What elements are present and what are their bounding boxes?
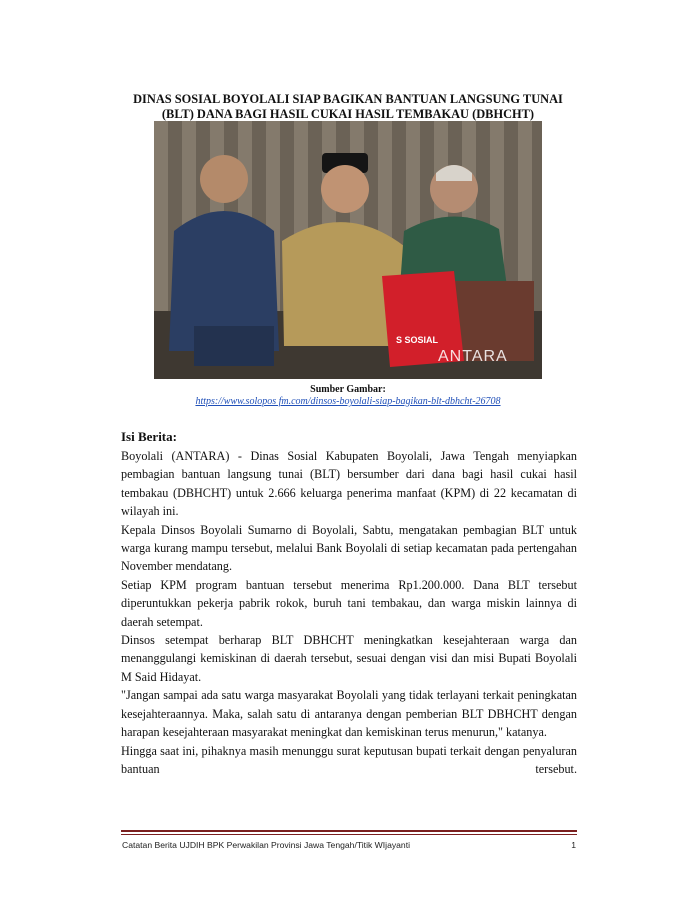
title-line-1: DINAS SOSIAL BOYOLALI SIAP BAGIKAN BANTUAN LANGSUNG TUNAI xyxy=(133,92,563,106)
footer-rule xyxy=(121,830,577,832)
paragraph: Hingga saat ini, pihaknya masih menunggu surat keputusan bupati terkait dengan penyaluran bantuan tersebut. xyxy=(121,743,577,776)
title-line-2: (BLT) DANA BAGI HASIL CUKAI HASIL TEMBAKAU (DBHCHT) xyxy=(161,107,535,121)
paragraph: Dinsos setempat berharap BLT DBHCHT meningkatkan kesejahteraan warga dan menanggulangi kemiskinan di daerah tersebut, sesuai dengan visi dan misi Bupati Boyolali M Said Hidayat. xyxy=(121,633,577,684)
article-body xyxy=(121,447,577,778)
paragraph: Boyolali (ANTARA) - Dinas Sosial Kabupaten Boyolali, Jawa Tengah menyiapkan pembagian bantuan langsung tunai (BLT) bersumber dari dana bagi hasil cukai hasil tembakau (DBHCHT) untuk 2.666 keluarga penerima manfaat (KPM) di 22 kecamatan di wilayah ini. xyxy=(121,449,577,519)
bag-label: S SOSIAL xyxy=(396,335,439,345)
footer-text: Catatan Berita UJDIH BPK Perwakilan Provinsi Jawa Tengah/Titik WIjayanti xyxy=(122,840,411,850)
news-photo xyxy=(154,121,542,379)
paragraph: Kepala Dinsos Boyolali Sumarno di Boyolali, Sabtu, mengatakan pembagian BLT untuk warga kurang mampu tersebut, melalui Bank Boyolali di setiap kecamatan pada pertengahan November mendatang. xyxy=(121,522,577,574)
document-title xyxy=(110,92,586,122)
paragraph: "Jangan sampai ada satu warga masyarakat Boyolali yang tidak terlayani terkait peningkatan kesejahteraannya. Maka, salah satu di antaranya dengan pemberian BLT DBHCHT dengan harapan kesejahteraan masyarakat meningkat dan kemiskinan terus menurun," katanya. xyxy=(121,688,577,740)
page-footer xyxy=(122,840,576,850)
paragraph: Setiap KPM program bantuan tersebut menerima Rp1.200.000. Dana BLT tersebut diperuntukkan pekerja pabrik rokok, buruh tani tembakau, dan warga miskin lainnya di daerah setempat. xyxy=(121,577,577,629)
image-source-label: Sumber Gambar: xyxy=(310,384,386,395)
antara-watermark: ANTARA xyxy=(438,348,508,365)
page-number: 1 xyxy=(571,840,576,850)
section-heading: Isi Berita: xyxy=(121,429,177,444)
image-source-link[interactable]: https://www.solopos fm.com/dinsos-boyolali-siap-bagikan-blt-dbhcht-26708 xyxy=(195,396,501,407)
footer-rule-thin xyxy=(121,834,577,835)
